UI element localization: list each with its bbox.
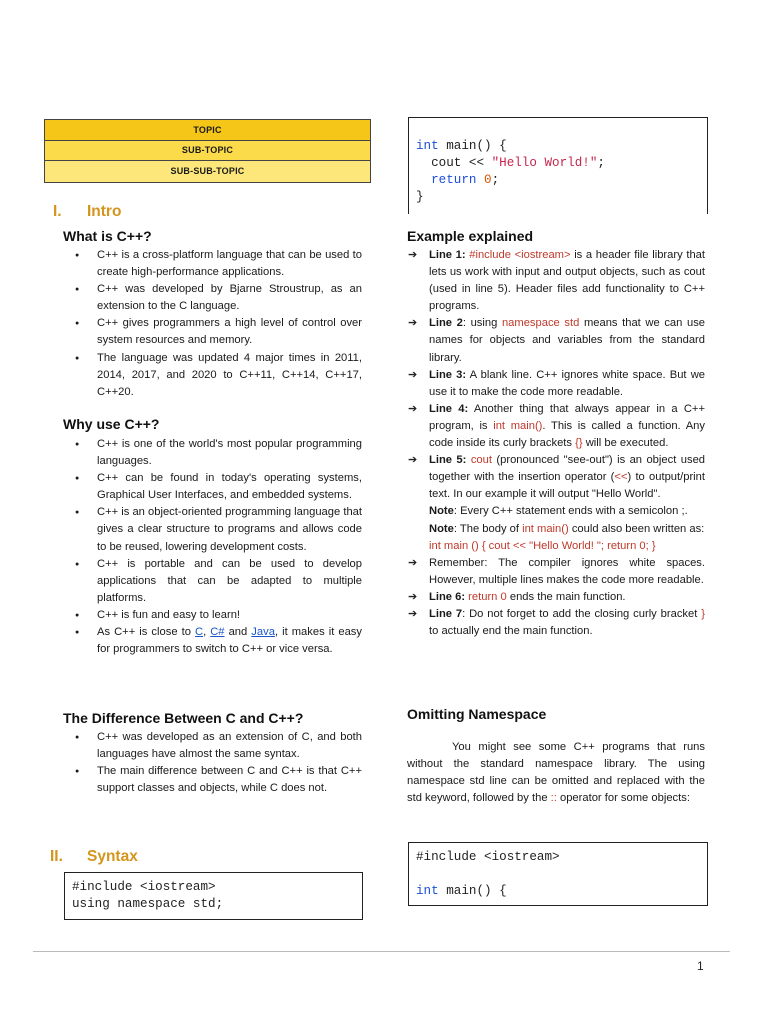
line-label: Line 6: bbox=[429, 590, 466, 603]
java-link[interactable]: Java bbox=[251, 626, 275, 639]
c-link[interactable]: C bbox=[194, 626, 204, 639]
line-label: Line 3: bbox=[429, 368, 467, 381]
list-item bbox=[407, 452, 705, 503]
example-list bbox=[407, 247, 705, 640]
list-item: ➔ Remember: The compiler ignores white spaces. However, multiple lines makes the code more readable. bbox=[407, 555, 705, 589]
line-label: Line 1: bbox=[429, 249, 466, 261]
note-label: Note bbox=[429, 505, 454, 518]
section-title: Syntax bbox=[87, 848, 138, 865]
text: , it makes it easy for programmers to switch to C++ or vice versa. bbox=[97, 626, 362, 656]
code-keyword: return bbox=[431, 173, 477, 187]
list-item: ● C++ was developed by Bjarne Stroustrup, as an extension to the C language. bbox=[63, 281, 362, 315]
text: , bbox=[203, 626, 211, 639]
text: (pronounced "see-out") is an object used together with the insertion operator ( bbox=[429, 454, 706, 484]
list-item: ● C++ is an object-oriented programming language that gives a clear structure to programs and allows code to be reused, lowering development costs. bbox=[63, 504, 362, 555]
example-heading: Example explained bbox=[407, 228, 534, 244]
why-use-heading: Why use C++? bbox=[63, 416, 160, 432]
list-item bbox=[407, 606, 705, 640]
text: will be executed. bbox=[582, 437, 669, 450]
text: : Do not forget to add the closing curly bracket bbox=[462, 607, 702, 620]
text: A blank line. C++ ignores white space. But we use it to make the code more readable. bbox=[429, 368, 705, 398]
text: As C++ is close to bbox=[97, 626, 195, 639]
code-snippet: return 0 bbox=[468, 590, 507, 603]
csharp-link[interactable]: C# bbox=[210, 626, 225, 639]
list-item: ● C++ is portable and can be used to develop applications that can be adapted to multiple platforms. bbox=[63, 556, 362, 607]
code-snippet: {} bbox=[575, 437, 583, 450]
line-label: Line 5: bbox=[429, 454, 467, 467]
line-label: Line 7 bbox=[429, 607, 463, 620]
section-title: Intro bbox=[87, 203, 122, 220]
code-snippet: } bbox=[701, 607, 705, 620]
list-item: ● C++ is a cross-platform language that can be used to create high-performance applications. bbox=[63, 247, 362, 281]
code-snippet: int main() bbox=[522, 522, 569, 535]
code-snippet: int main() bbox=[493, 419, 543, 432]
text: could also been written as: bbox=[568, 522, 705, 535]
code-snippet: :: bbox=[550, 792, 557, 805]
section-syntax-heading bbox=[50, 848, 138, 866]
note-item bbox=[407, 538, 705, 555]
text: You might see some C++ programs that runs without the standard namespace library. The using namespace std line can be omitted and replaced with the std keyword, followed by the bbox=[407, 741, 705, 805]
text: ) to output/print text. In our example it will output "Hello World". bbox=[429, 471, 706, 501]
topic-table bbox=[44, 119, 371, 183]
line-label: Line 2 bbox=[429, 317, 463, 330]
text: : The body of bbox=[453, 522, 523, 535]
code-snippet: << bbox=[614, 471, 628, 484]
code-number: 0 bbox=[484, 173, 492, 187]
code-line: using namespace std; bbox=[72, 897, 224, 911]
code-line: #include <iostream> bbox=[72, 880, 216, 894]
what-is-heading: What is C++? bbox=[63, 228, 152, 244]
why-use-list bbox=[63, 436, 362, 658]
code-snippet: #include <iostream> bbox=[469, 249, 571, 261]
text: means that we can use names for objects and variables from the standard library. bbox=[429, 317, 706, 364]
code-text bbox=[416, 173, 431, 187]
code-text: } bbox=[416, 190, 424, 204]
list-item bbox=[63, 624, 362, 658]
list-item bbox=[407, 315, 705, 366]
list-item: ● C++ is fun and easy to learn! bbox=[63, 607, 362, 624]
what-is-list bbox=[63, 247, 362, 401]
omitting-heading: Omitting Namespace bbox=[407, 706, 547, 722]
section-number: II. bbox=[50, 848, 63, 865]
sub-sub-topic-row: SUB-SUB-TOPIC bbox=[45, 161, 370, 182]
difference-heading: The Difference Between C and C++? bbox=[63, 710, 304, 726]
topic-row: TOPIC bbox=[45, 120, 370, 141]
list-item bbox=[407, 401, 705, 452]
line-label: Line 4: bbox=[429, 402, 469, 415]
code-string: "Hello World!" bbox=[491, 156, 598, 170]
note-label: Note bbox=[429, 522, 454, 535]
omitting-paragraph bbox=[407, 739, 705, 807]
text: . This is called a function. Any code inside its curly brackets bbox=[429, 419, 705, 450]
footer-divider bbox=[33, 951, 730, 952]
code-line: #include <iostream> bbox=[416, 850, 560, 864]
code-snippet: int main () { cout << "Hello World! "; return 0; } bbox=[429, 539, 656, 552]
difference-list bbox=[63, 729, 362, 797]
text: ends the main function. bbox=[506, 590, 626, 603]
list-item: ● The main difference between C and C++ is that C++ support classes and objects, while C does not. bbox=[63, 763, 362, 797]
page-number: 1 bbox=[697, 959, 704, 973]
list-item: ● C++ can be found in today's operating systems, Graphical User Interfaces, and embedded systems. bbox=[63, 470, 362, 504]
text: : using bbox=[462, 317, 502, 330]
code-snippet: cout bbox=[470, 454, 492, 467]
text: is a header file library that lets us work with input and output objects, such as cout (used in line 5). Header files add functionality to C++ programs. bbox=[429, 249, 705, 313]
code-text: ; bbox=[597, 156, 605, 170]
list-item: ● C++ is one of the world's most popular programming languages. bbox=[63, 436, 362, 470]
namespace-code-block bbox=[408, 842, 708, 906]
code-keyword: int bbox=[416, 139, 439, 153]
section-intro-heading bbox=[53, 203, 121, 221]
text: : Every C++ statement ends with a semicolon ;. bbox=[453, 505, 688, 518]
code-text: cout << bbox=[416, 156, 492, 170]
list-item bbox=[407, 589, 705, 606]
note-item bbox=[407, 503, 705, 520]
text: to actually end the main function. bbox=[429, 625, 593, 638]
text: operator for some objects: bbox=[556, 792, 690, 805]
code-text: main() { bbox=[438, 139, 507, 153]
code-text: ; bbox=[491, 173, 500, 187]
note-item bbox=[407, 521, 705, 538]
text: and bbox=[224, 626, 252, 639]
hello-world-code-block bbox=[408, 117, 708, 214]
syntax-code-block bbox=[64, 872, 363, 920]
list-item: ● C++ gives programmers a high level of control over system resources and memory. bbox=[63, 315, 362, 349]
code-snippet: namespace std bbox=[501, 317, 580, 330]
list-item bbox=[407, 247, 705, 315]
text: Another thing that always appear in a C++ program, is bbox=[429, 402, 705, 432]
list-item: ● The language was updated 4 major times in 2011, 2014, 2017, and 2020 to C++11, C++14, C++17, C++20. bbox=[63, 350, 362, 401]
section-number: I. bbox=[53, 203, 62, 220]
list-item: ● C++ was developed as an extension of C, and both languages have almost the same syntax. bbox=[63, 729, 362, 763]
code-text: main() { bbox=[438, 884, 507, 898]
code-keyword: int bbox=[416, 884, 439, 898]
list-item bbox=[407, 367, 705, 401]
sub-topic-row: SUB-TOPIC bbox=[45, 141, 370, 162]
